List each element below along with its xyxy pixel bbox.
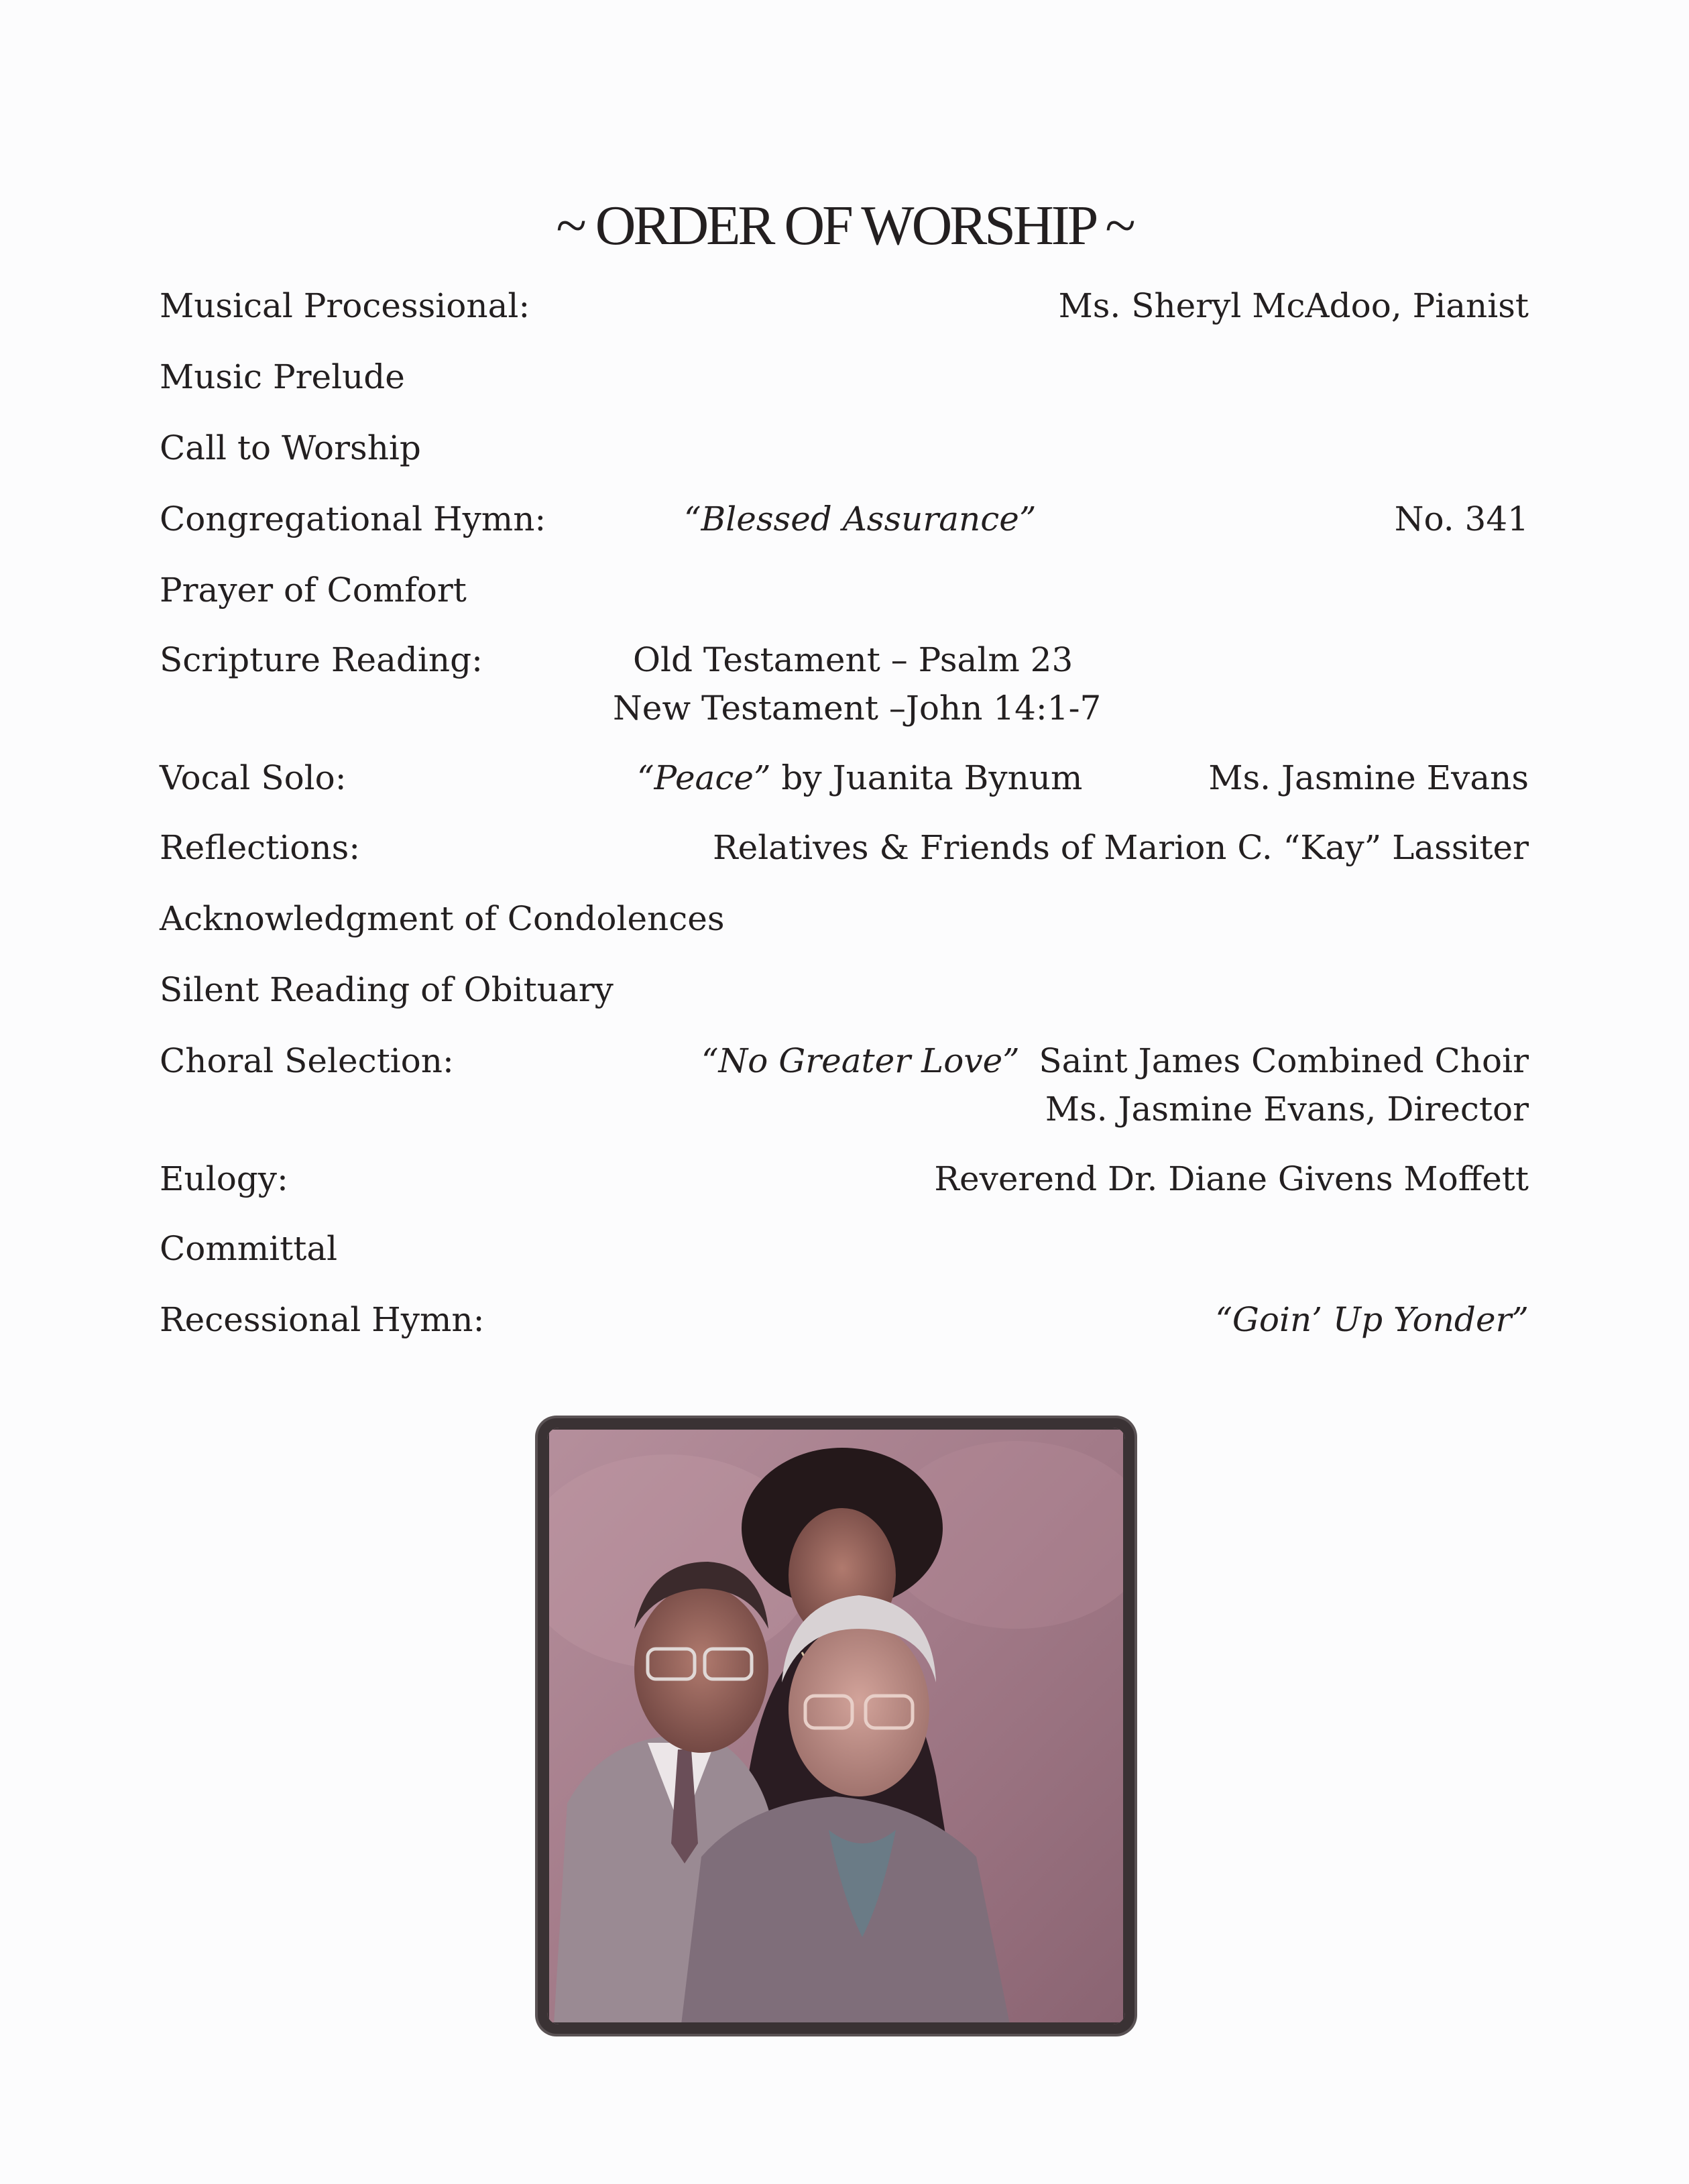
item-label: Recessional Hymn: <box>160 1300 485 1339</box>
item-label: Eulogy: <box>160 1159 288 1198</box>
recessional-hymn-title: “Goin’ Up Yonder” <box>1215 1300 1529 1339</box>
solo-song <box>637 754 1082 802</box>
item-label: Scripture Reading: <box>160 640 483 679</box>
item-label: Acknowledgment of Condolences <box>160 899 725 938</box>
item-label: Vocal Solo: <box>160 758 347 797</box>
scripture-new-testament: New Testament –John 14:1-7 <box>613 689 1102 728</box>
page-title: ~ ORDER OF WORSHIP ~ <box>556 194 1133 257</box>
solo-song-artist: by Juanita Bynum <box>770 758 1083 797</box>
hymn-number: No. 341 <box>1394 500 1529 538</box>
choir-name: Saint James Combined Choir <box>1039 1041 1529 1080</box>
item-label: Musical Processional: <box>160 286 530 325</box>
scripture-old-testament: Old Testament – Psalm 23 <box>633 640 1073 679</box>
item-performer: Ms. Sheryl McAdoo, Pianist <box>1058 286 1529 325</box>
item-performer: Reverend Dr. Diane Givens Moffett <box>934 1159 1529 1198</box>
item-label: Committal <box>160 1229 338 1268</box>
family-photo <box>547 1428 1125 2024</box>
item-label: Call to Worship <box>160 428 421 467</box>
item-performer: Ms. Jasmine Evans <box>1208 758 1529 797</box>
item-label: Music Prelude <box>160 357 405 396</box>
solo-song-title: “Peace” <box>637 758 771 797</box>
item-label: Congregational Hymn: <box>160 500 546 538</box>
item-label: Choral Selection: <box>160 1041 454 1080</box>
item-label: Silent Reading of Obituary <box>160 970 614 1009</box>
item-label: Prayer of Comfort <box>160 571 467 610</box>
family-photo-frame <box>538 1418 1134 2034</box>
item-label: Reflections: <box>160 828 361 867</box>
item-performer: Relatives & Friends of Marion C. “Kay” Lassiter <box>712 828 1529 867</box>
choral-song-title: “No Greater Love” <box>701 1041 1020 1080</box>
hymn-title: “Blessed Assurance” <box>684 500 1037 538</box>
choir-director: Ms. Jasmine Evans, Director <box>1045 1090 1529 1129</box>
